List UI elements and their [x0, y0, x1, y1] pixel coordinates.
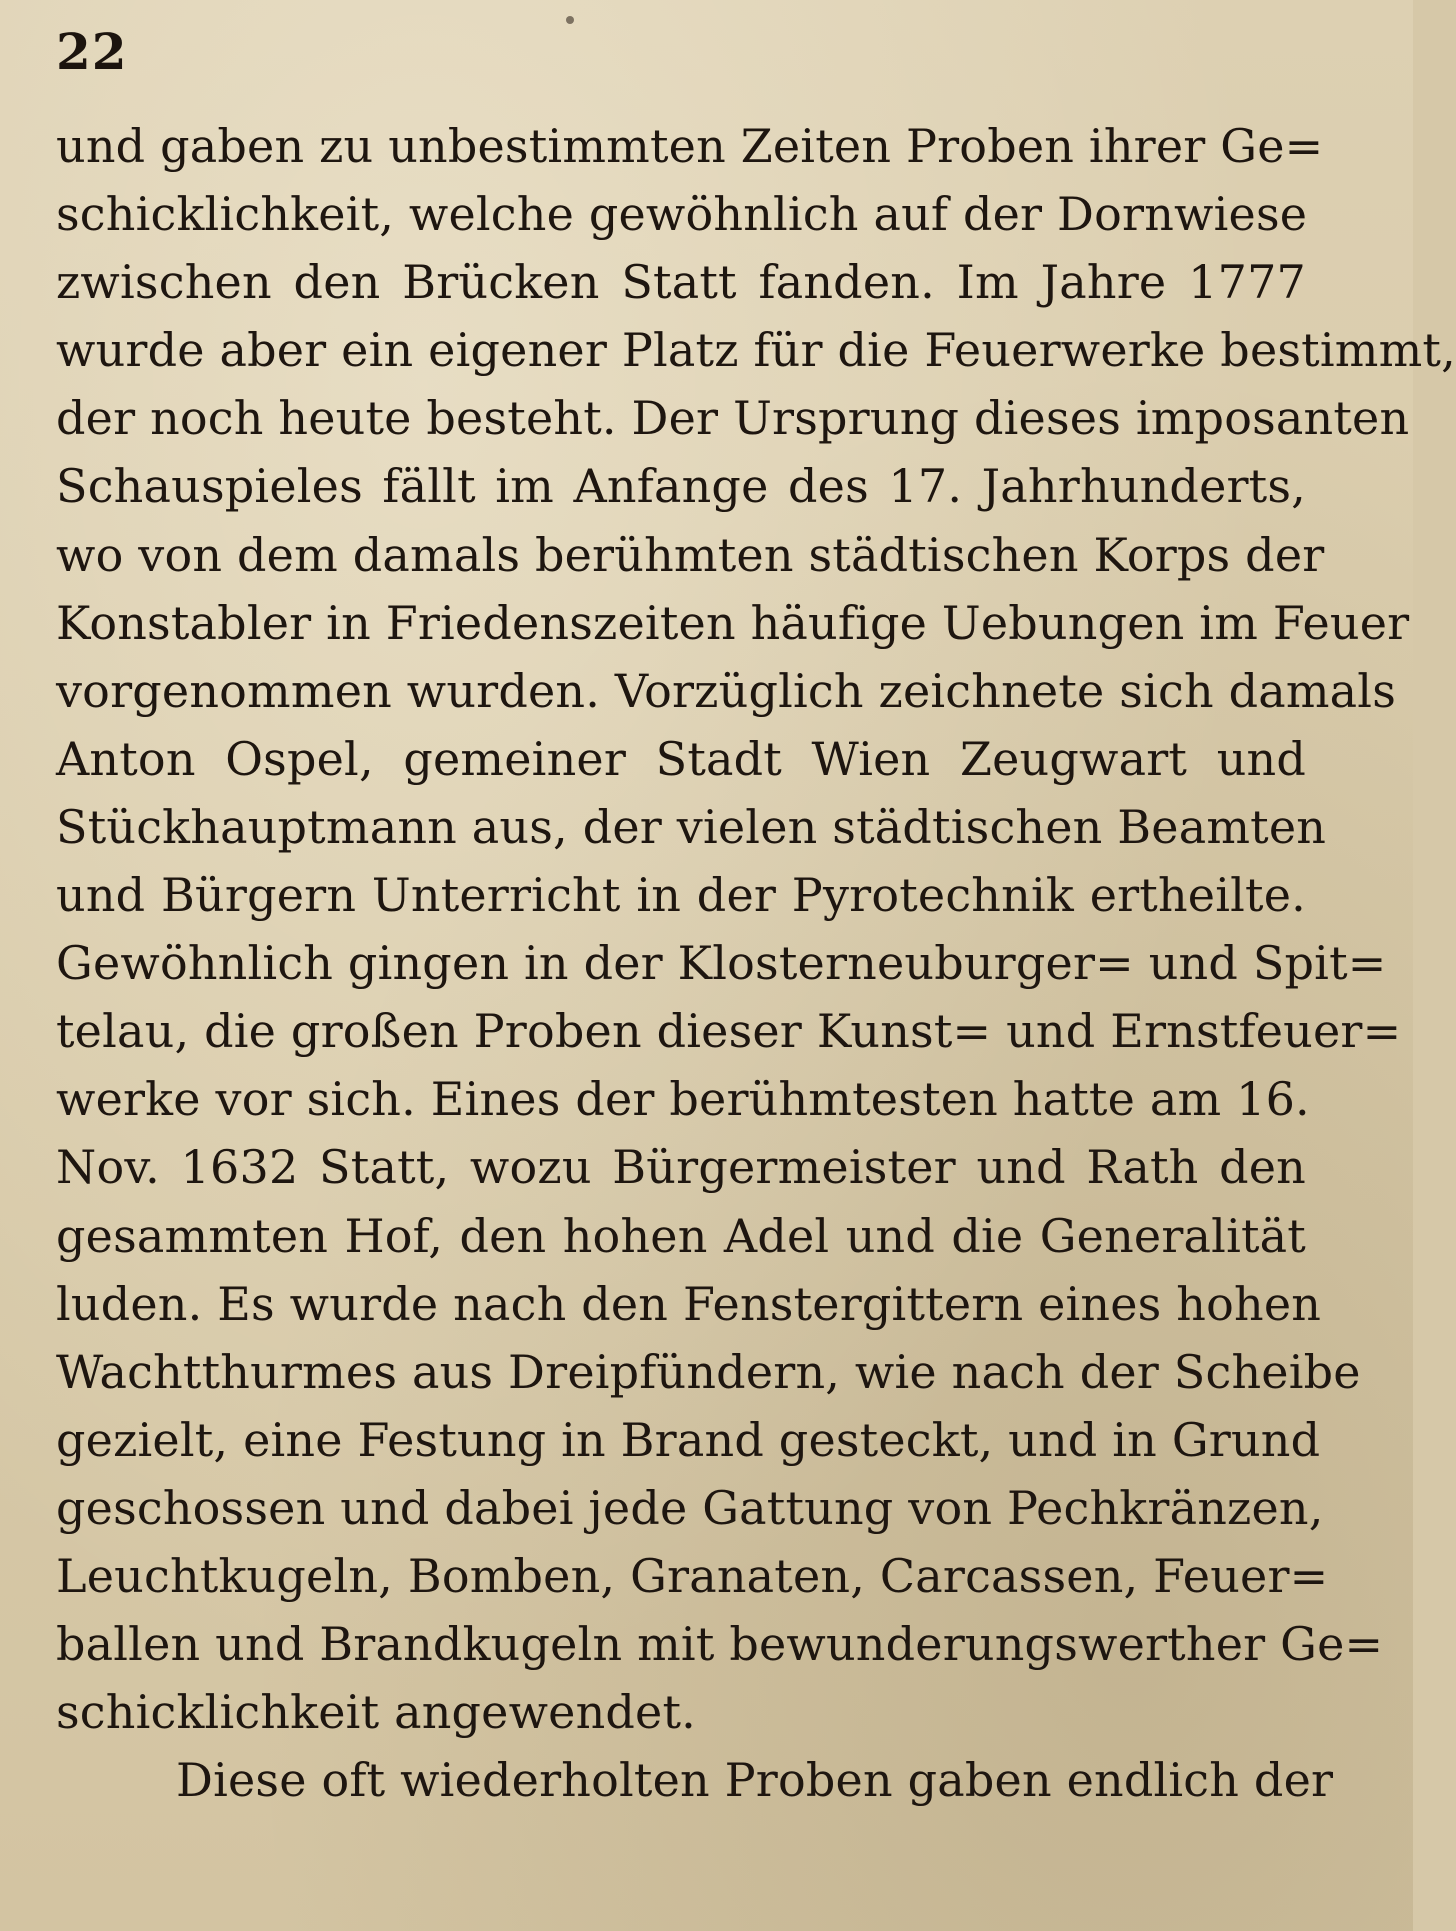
text-line: Konstabler in Friedenszeiten häufige Uebungen im Feuer	[56, 595, 1410, 650]
text-line: gesammten Hof, den hohen Adel und die Generalität	[56, 1208, 1306, 1263]
text-line: Wachtthurmes aus Dreipfündern, wie nach der Scheibe	[56, 1344, 1361, 1399]
text-line: Schauspieles fällt im Anfange des 17. Jahrhunderts,	[56, 459, 1306, 514]
text-line: vorgenommen wurden. Vorzüglich zeichnete sich damals	[56, 663, 1397, 718]
text-line: Anton Ospel, gemeiner Stadt Wien Zeugwart und	[56, 731, 1306, 786]
body-text	[56, 112, 1456, 1814]
text-line: schicklichkeit, welche gewöhnlich auf der Dornwiese	[56, 187, 1308, 242]
text-line: und Bürgern Unterricht in der Pyrotechnik ertheilte.	[56, 868, 1306, 923]
text-line: ballen und Brandkugeln mit bewunderungswerther Ge=	[56, 1617, 1384, 1672]
text-line: Nov. 1632 Statt, wozu Bürgermeister und Rath den	[56, 1140, 1306, 1195]
paragraph-end-line: schicklichkeit angewendet.	[56, 1685, 696, 1740]
text-line: zwischen den Brücken Statt fanden. Im Jahre 1777	[56, 255, 1306, 310]
text-line: und gaben zu unbestimmten Zeiten Proben ihrer Ge=	[56, 119, 1324, 173]
text-line: telau, die großen Proben dieser Kunst= und Ernstfeuer=	[56, 1004, 1402, 1059]
text-line: Stückhauptmann aus, der vielen städtischen Beamten	[56, 799, 1327, 854]
text-line: geschossen und dabei jede Gattung von Pechkränzen,	[56, 1480, 1324, 1535]
text-line: der noch heute besteht. Der Ursprung dieses imposanten	[56, 391, 1410, 446]
text-line: Leuchtkugeln, Bomben, Granaten, Carcassen, Feuer=	[56, 1548, 1329, 1603]
ink-speck	[566, 16, 574, 24]
text-line: gezielt, eine Festung in Brand gesteckt, und in Grund	[56, 1412, 1321, 1467]
text-line: luden. Es wurde nach den Fenstergittern eines hohen	[56, 1276, 1322, 1331]
text-line: wo von dem damals berühmten städtischen Korps der	[56, 527, 1325, 582]
text-line: werke vor sich. Eines der berühmtesten hatte am 16.	[56, 1072, 1310, 1127]
text-line: Gewöhnlich gingen in der Klosterneuburger= und Spit=	[56, 936, 1387, 991]
page-number: 22	[56, 22, 128, 81]
paragraph-start-line: Diese oft wiederholten Proben gaben endlich der	[176, 1753, 1334, 1808]
text-line: wurde aber ein eigener Platz für die Feuerwerke bestimmt,	[56, 323, 1456, 378]
